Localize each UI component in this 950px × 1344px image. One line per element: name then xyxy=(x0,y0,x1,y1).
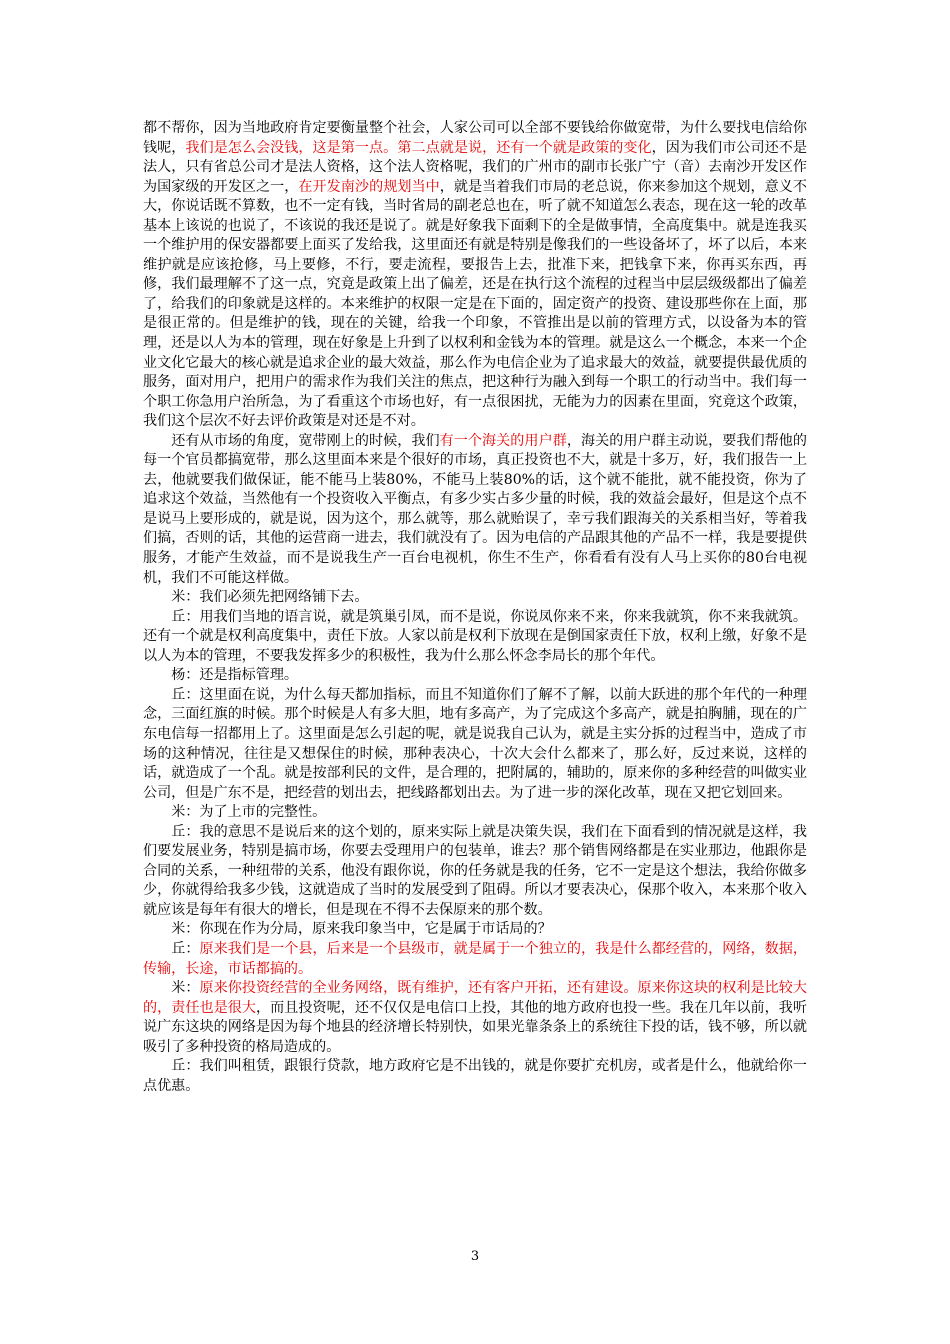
text-segment: 米：我们必须先把网络铺下去。 xyxy=(171,589,369,606)
paragraph xyxy=(143,1057,807,1096)
paragraph xyxy=(143,686,807,803)
text-segment: 丘：用我们当地的语言说，就是筑巢引凤，而不是说，你说凤你来不来，你来我就筑，你不来我就筑。还有一个就是权利高度集中，责任下放。人家以前是权利下放现在是倒国家责任下放，权利上缴，好象不是以人为本的管理，不要我发挥多少的积极性，我为什么那么怀念李局长的那个年代。 xyxy=(143,608,807,664)
text-segment: ，海关的用户群主动说，要我们帮他的每一个官员都搞宽带，那么这里面本来是个很好的市场，真正投资也不大，就是十多万，好，我们报告一上去，他就要我们做保证，能不能马上装80%，不能马上装80%的话，这个就不能批，就不能投资，你为了追求这个效益，当然他有一个投资收入平衡点，有多少实占多少量的时候，我的效益会最好，但是这个点不是说马上要形成的，就是说，因为这个，那么就等，那么就贻误了，幸亏我们跟海关的关系相当好，等着我们搞，否则的话，其他的运营商一进去，我们就没有了。因为电信的产品跟其他的产品不一样，我是要提供服务，才能产生效益，而不是说我生产一百台电视机，你生不生产，你看看有没有人马上买你的80台电视机，我们不可能这样做。 xyxy=(143,432,807,586)
paragraph xyxy=(143,920,807,940)
text-segment: 丘：我的意思不是说后来的这个划的，原来实际上就是决策失误，我们在下面看到的情况就是这样，我们要发展业务，特别是搞市场，你要去受理用户的包装单，谁去？那个销售网络都是在实业那边，他跟你是合同的关系，一种纽带的关系，他没有跟你说，你的任务就是我的任务，它不一定是这个想法，我给你做多少，你就得给我多少钱，这就造成了当时的发展受到了阻碍。所以才要表决心，保那个收入，本来那个收入就应该是每年有很大的增长，但是现在不得不去保原来的那个数。 xyxy=(143,823,807,918)
document-body xyxy=(143,119,807,1096)
text-segment: 米： xyxy=(171,980,200,997)
highlighted-text: 我们是怎么会没钱，这是第一点。第二点就是说，还有一个就是政策的变化 xyxy=(185,139,652,156)
paragraph xyxy=(143,119,807,432)
text-segment: 丘：这里面在说，为什么每天都加指标，而且不知道你们了解不了解，以前大跃进的那个年代的一种理念，三面红旗的时候。那个时候是人有多大胆，地有多高产，为了完成这个多高产，就是拍胸脯，现在的广东电信每一招都用上了。这里面是怎么引起的呢，就是说我自己认为，就是主实分拆的过程当中，造成了市场的这种情况，往往是又想保住的时候，那种表决心，十次大会什么都来了，那么好，反过来说，这样的话，就造成了一个乱。就是按部利民的文件，是合理的，把附属的，辅助的，原来你的多种经营的叫做实业公司，但是广东不是，把经营的划出去，把线路都划出去。为了进一步的深化改革，现在又把它划回来。 xyxy=(143,686,807,801)
text-segment: 丘： xyxy=(171,940,200,957)
text-segment: ，就是当着我们市局的老总说，你来参加这个规划，意义不大，你说话既不算数，也不一定有钱，当时省局的副老总也在，听了就不知道怎么表态，现在这一轮的改革基本上该说的也说了，不该说的我还是说了。就是好象我下面剩下的全是做事情，全高度集中。就是连我买一个维护用的保安器都要上面买了发给我，这里面还有就是特别是像我们的一些设备坏了，坏了以后，本来维护就是应该抢修，马上要修，不行，要走流程，要报告上去，批准下来，把钱拿下来，你再买东西，再修，我们最理解不了这一点，究竟是政策上出了偏差，还是在执行这个流程的过程当中层层级级都出了偏差了，给我们的印象就是这样的。本来维护的权限一定是在下面的，固定资产的投资、建设那些你在上面，那是很正常的。但是维护的钱，现在的关键，给我一个印象，不管推出是以前的管理方式，以设备为本的管理，还是以人为本的管理，现在好象是上升到了以权利和金钱为本的管理。就是这么一个概念，本来一个企业文化它最大的核心就是追求企业的最大效益，那么作为电信企业为了追求最大的效益，就要提供最优质的服务，面对用户，把用户的需求作为我们关注的焦点，把这种行为融入到每一个职工的行动当中。我们每一个职工你急用户治所急，为了看重这个市场也好，有一点很困扰，无能为力的因素在里面，究竟这个政策，我们这个层次不好去评价政策是对还是不对。 xyxy=(143,178,808,430)
paragraph xyxy=(143,979,807,1057)
text-segment: ，而且投资呢，还不仅仅是电信口上投，其他的地方政府也投一些。我在几年以前，我听说广东这块的网络是因为每个地县的经济增长特别快，如果光靠条条上的系统往下投的话，钱不够，所以就吸引了多种投资的格局造成的。 xyxy=(143,999,807,1055)
page-number: 3 xyxy=(470,1249,480,1264)
paragraph xyxy=(143,803,807,823)
text-segment: 都不帮你，因为当地政府肯定要衡量整个社会，人家公司可以全部不要钱给你做宽带，为什么要找电信给你钱呢， xyxy=(143,120,807,156)
text-segment: 杨：还是指标管理。 xyxy=(171,667,299,684)
paragraph xyxy=(143,608,807,667)
highlighted-text: 在开发南沙的规划当中 xyxy=(298,178,440,195)
paragraph xyxy=(143,823,807,921)
paragraph xyxy=(143,666,807,686)
text-segment: 米：你现在作为分局，原来我印象当中，它是属于市话局的？ xyxy=(171,921,552,938)
highlighted-text: 原来我们是一个县，后来是一个县级市，就是属于一个独立的，我是什么都经营的，网络，数据，传输，长途，市话都搞的。 xyxy=(143,940,808,977)
paragraph xyxy=(143,588,807,608)
highlighted-text: 原来你投资经营的全业务网络，既有维护，还有客户开拓，还有建设。原来你这块的权利是比较大的，责任也是很大 xyxy=(143,980,808,1016)
text-segment: ，因为我们市公司还不是法人，只有省总公司才是法人资格，这个法人资格呢，我们的广州市的副市长张广宁（音）去南沙开发区作为国家级的开发区之一， xyxy=(143,139,808,195)
paragraph xyxy=(143,432,807,588)
highlighted-text: 有一个海关的用户群 xyxy=(439,432,567,449)
text-segment: 米：为了上市的完整性。 xyxy=(171,804,327,821)
text-segment: 丘：我们叫租赁，跟银行贷款，地方政府它是不出钱的，就是你要扩充机房，或者是什么，他就给你一点优惠。 xyxy=(143,1058,807,1094)
paragraph xyxy=(143,940,807,979)
text-segment: 还有从市场的角度，宽带刚上的时候，我们 xyxy=(171,432,440,449)
